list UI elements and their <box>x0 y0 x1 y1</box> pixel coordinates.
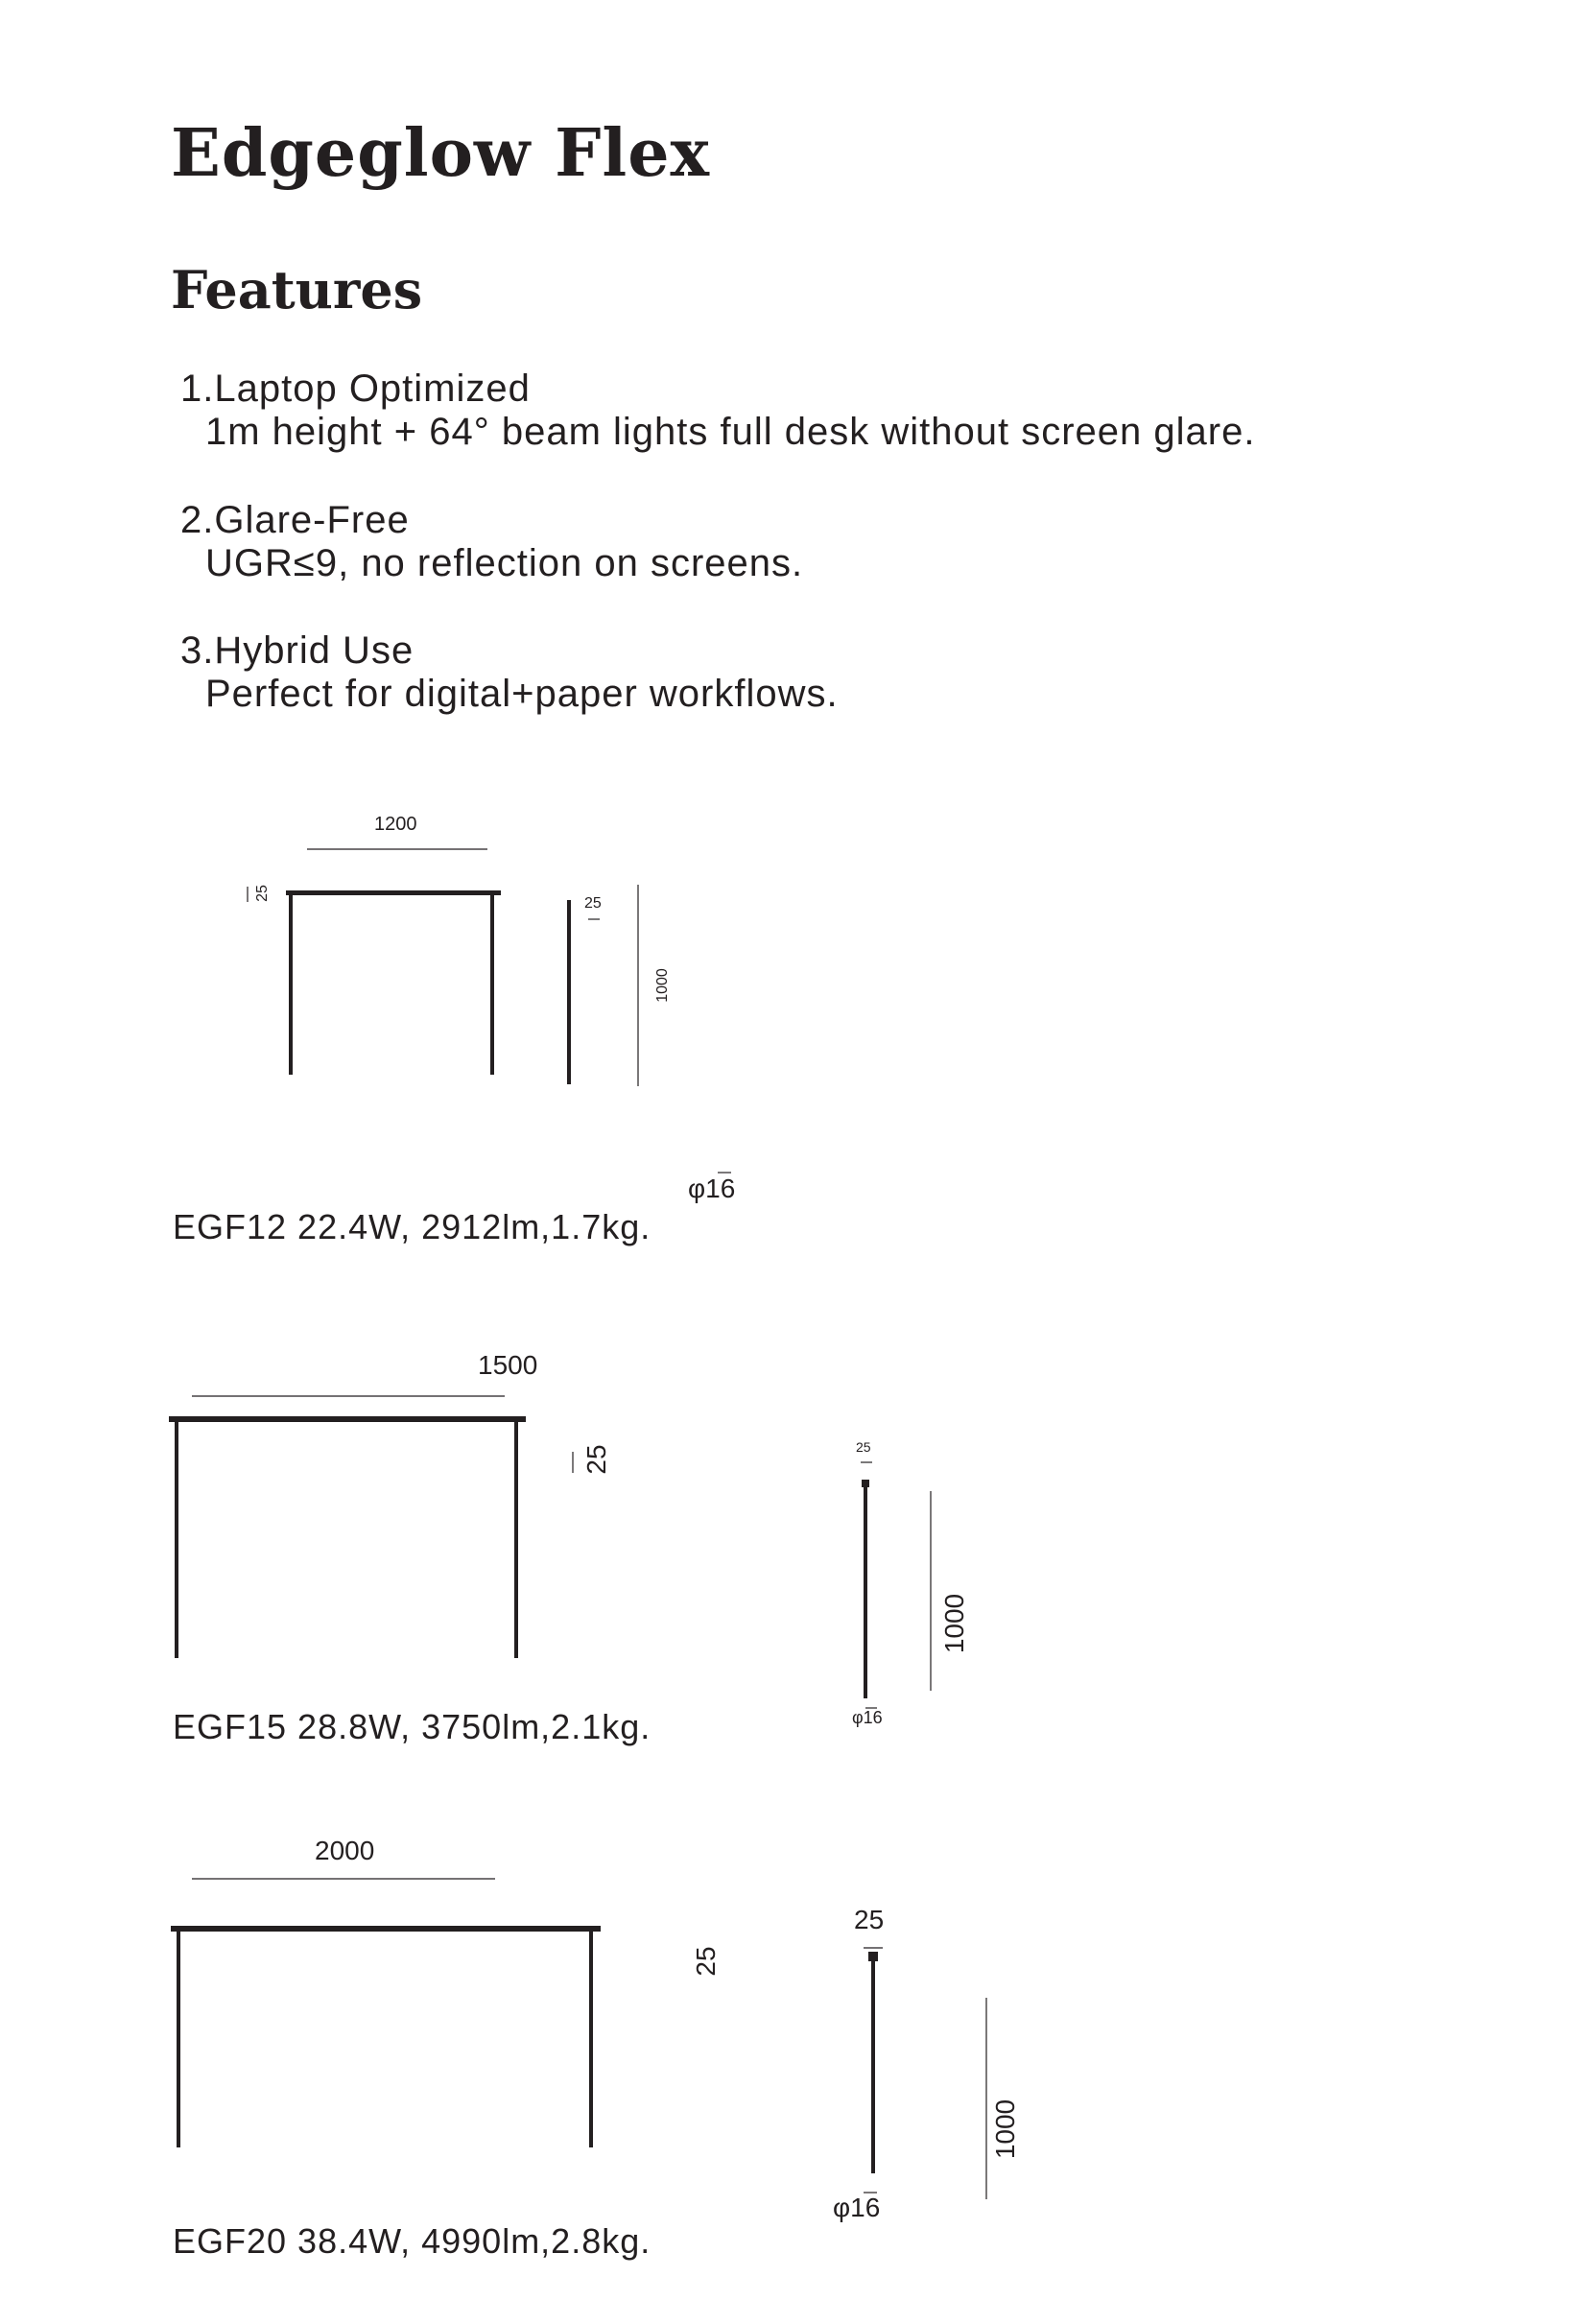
egf20-height-label: 1000 <box>990 2099 1020 2160</box>
egf20-light-bar <box>171 1926 601 1932</box>
feature-2-description: UGR≤9, no reflection on screens. <box>205 542 804 584</box>
egf20-side-cap <box>868 1952 878 1961</box>
egf15-diameter-label: φ16 <box>852 1708 883 1727</box>
feature-3-description: Perfect for digital+paper workflows. <box>205 673 839 715</box>
egf12-diameter-label: φ16 <box>688 1174 736 1203</box>
egf15-spec: EGF15 28.8W, 3750lm,2.1kg. <box>173 1707 651 1746</box>
egf12-spec: EGF12 22.4W, 2912lm,1.7kg. <box>173 1207 651 1246</box>
egf15-bar-front-label: 25 <box>581 1444 611 1475</box>
features-heading: Features <box>171 259 423 320</box>
egf20-width-label: 2000 <box>315 1836 375 1865</box>
egf15-side-cap <box>862 1480 869 1487</box>
egf20-bar-side-label: 25 <box>854 1905 885 1934</box>
egf15-height-label: 1000 <box>939 1593 969 1654</box>
egf12-bar-side-label: 25 <box>584 895 602 912</box>
feature-3-title: 3.Hybrid Use <box>180 629 415 672</box>
egf15-width-label: 1500 <box>478 1350 538 1380</box>
egf20-diameter-label: φ16 <box>833 2193 881 2222</box>
page-title: Edgeglow Flex <box>171 115 711 192</box>
egf12-width-label: 1200 <box>374 814 417 835</box>
egf15-light-bar <box>169 1416 526 1422</box>
egf12-height-label: 1000 <box>654 968 671 1003</box>
egf12-light-bar <box>286 890 501 895</box>
feature-2-title: 2.Glare-Free <box>180 499 410 541</box>
egf15-bar-side-label: 25 <box>856 1439 871 1455</box>
feature-1-description: 1m height + 64° beam lights full desk without screen glare. <box>205 411 1256 453</box>
egf20-spec: EGF20 38.4W, 4990lm,2.8kg. <box>173 2221 651 2261</box>
feature-1-title: 1.Laptop Optimized <box>180 368 531 410</box>
egf12-bar-front-label: 25 <box>254 885 271 902</box>
egf20-bar-front-label: 25 <box>691 1946 721 1977</box>
